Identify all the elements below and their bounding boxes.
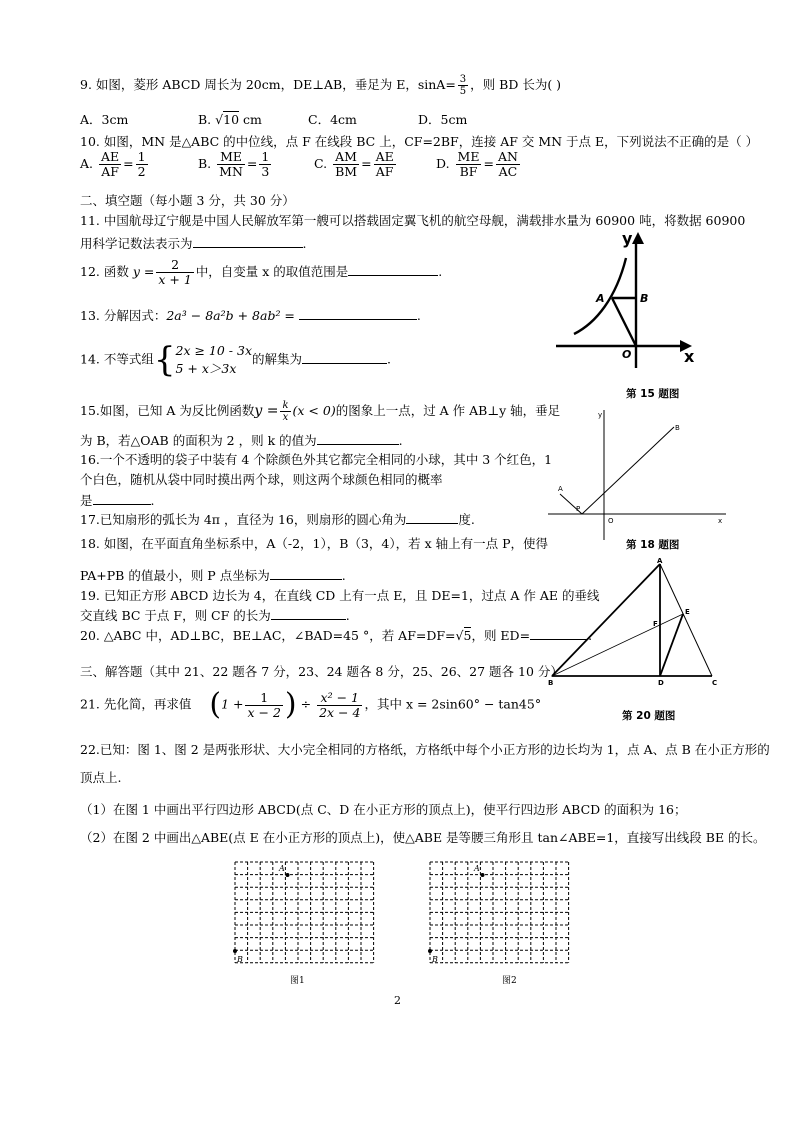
q16-line3: 是 . [80, 493, 155, 508]
segment-ao [612, 298, 636, 346]
fig20-label-e: E [685, 608, 690, 616]
answer-blank[interactable] [193, 235, 303, 248]
q9-sin-fraction: $\frac{3}{5}$ [459, 74, 467, 97]
q11-line1: 11. 中国航母辽宁舰是中国人民解放军第一艘可以搭载固定翼飞机的航空母舰，满载排水量为 60900 吨，将数据 60900 [80, 213, 746, 228]
fig15-label-a: A [596, 292, 605, 305]
grid-figure-1 [233, 856, 381, 968]
q9-option-d: D．5cm [418, 112, 468, 127]
q22-line1: 22.已知：图 1、图 2 是两张形状、大小完全相同的方格纸，方格纸中每个小正方形的边长均为 1，点 A、点 B 在小正方形的 [80, 742, 770, 757]
answer-blank[interactable] [93, 492, 151, 505]
answer-blank[interactable] [348, 263, 438, 276]
grid2-label-a: A [474, 864, 480, 873]
q9-option-a: A．3cm [80, 112, 129, 127]
fig20-label-b: B [548, 679, 554, 687]
q20: 20. △ABC 中，AD⊥BC，BE⊥AC，∠BAD=45 °，若 AF=DF=√5，则 ED= . [80, 628, 593, 643]
figure-18 [548, 405, 728, 545]
segment-pb [582, 427, 674, 514]
fig20-label-a: A [657, 557, 663, 565]
page-number: 2 [394, 994, 401, 1007]
figure-20 [548, 558, 728, 688]
fig18-label-y: y [598, 411, 603, 419]
fig15-label-o: O [622, 348, 632, 361]
grid1-caption: 图1 [290, 976, 305, 986]
grid2-label-b: B [432, 955, 438, 964]
fig15-label-b: B [640, 292, 649, 305]
fig15-caption: 第 15 题图 [626, 388, 680, 400]
answer-blank[interactable] [317, 432, 399, 445]
fig15-label-x: x [684, 347, 695, 366]
q15-line2: 为 B，若△OAB 的面积为 2 ，则 k 的值为 . [80, 433, 403, 448]
fig20-label-d: D [658, 679, 664, 687]
grid1-label-b: B [237, 955, 243, 964]
point-a [481, 873, 485, 877]
fig20-label-c: C [712, 679, 718, 687]
q14: 14. 不等式组{ 2x ≥ 10 - 3x 5 + x＞3x 的解集为 . [80, 340, 392, 380]
fig18-label-o: O [608, 517, 614, 525]
fig18-label-x: x [718, 517, 723, 525]
fig15-label-y: y [622, 229, 633, 248]
q19-line2: 交直线 BC 于点 F，则 CF 的长为 . [80, 608, 350, 623]
q11-line2: 用科学记数法表示为 . [80, 236, 307, 251]
q15-line1: 15.如图，已知 A 为反比例函数y = $\frac{k}{x}$ (x < 0)的图象上一点，过 A 作 AB⊥y 轴，垂足 [80, 400, 561, 423]
q16-line2: 个白色，随机从袋中同时摸出两个球，则这两个球颜色相同的概率 [80, 472, 443, 487]
figure-15 [556, 228, 696, 378]
fig18-label-a: A [558, 485, 563, 493]
q18-line1: 18. 如图，在平面直角坐标系中，A（-2，1），B（3，4），若 x 轴上有一点 P，使得 [80, 536, 548, 551]
q10-option-a: A. $\frac{AE}{AF}$ = $\frac{1}{2}$ [80, 149, 146, 179]
side-ba [552, 564, 660, 676]
answer-blank[interactable] [406, 511, 458, 524]
fig20-caption: 第 20 题图 [622, 710, 676, 722]
fig20-label-f: F [653, 620, 658, 628]
q22-part2: （2）在图 2 中画出△ABE(点 E 在小正方形的顶点上)，使△ABE 是等腰三角形且 tan∠ABE=1，直接写出线段 BE 的长。 [80, 830, 766, 845]
q10-option-c: C. $\frac{AM}{BM}$ = $\frac{AE}{AF}$ [314, 149, 394, 179]
side-ac [660, 564, 712, 676]
grid1-label-a: A [279, 864, 285, 873]
grid-figure-2 [428, 856, 576, 968]
point-b [233, 949, 237, 953]
fig18-caption: 第 18 题图 [626, 539, 680, 551]
q21: 21. 先化简，再求值 (1 + $\frac{1}{x - 2}$ ) ÷ $\frac{\text{x² − 1}}{2x - 4}$ ，其中 x = 2sin60° − tan45° [80, 687, 542, 722]
answer-blank[interactable] [302, 351, 387, 364]
fig18-label-b: B [675, 424, 680, 432]
q9-stem: 9. 如图，菱形 ABCD 周长为 20cm，DE⊥AB，垂足为 E，sinA= $\frac{3}{5}$ ，则 BD 长为( ) [80, 74, 562, 97]
q17: 17.已知扇形的弧长为 4π ，直径为 16，则扇形的圆心角为 度. [80, 512, 475, 527]
q22-line2: 顶点上. [80, 770, 122, 785]
q18-line2: PA+PB 的值最小，则 P 点坐标为 . [80, 568, 346, 583]
q9-option-b: B. √10 cm [198, 112, 262, 127]
q10-options [80, 150, 640, 190]
q10-option-b: B. $\frac{ME}{MN}$ = $\frac{1}{3}$ [198, 149, 270, 179]
q10-option-d: D. $\frac{ME}{BF}$ = $\frac{AN}{AC}$ [436, 149, 518, 179]
q9-option-c: C．4cm [308, 112, 357, 127]
grid2-caption: 图2 [502, 976, 517, 986]
q16-line1: 16.一个不透明的袋子中装有 4 个除颜色外其它都完全相同的小球，其中 3 个红色，1 [80, 452, 553, 467]
point-a [286, 873, 290, 877]
section-2-heading: 二、填空题（每小题 3 分，共 30 分） [80, 193, 295, 208]
fig18-label-p: P [576, 505, 581, 513]
q13: 13. 分解因式：2a³ − 8a²b + 8ab² = . [80, 308, 421, 323]
answer-blank[interactable] [270, 567, 342, 580]
point-b [428, 949, 432, 953]
answer-blank[interactable] [271, 607, 346, 620]
q12: 12. 函数 y = $\frac{2}{x + 1}$ 中，自变量 x 的取值范围是 . [80, 257, 443, 287]
q10-stem: 10. 如图，MN 是△ABC 的中位线，点 F 在线段 BC 上，CF=2BF，连接 AF 交 MN 于点 E，下列说法不正确的是（ ） [80, 134, 759, 149]
q22-part1: （1）在图 1 中画出平行四边形 ABCD(点 C、D 在小正方形的顶点上)，使平行四边形 ABCD 的面积为 16； [80, 802, 687, 817]
answer-blank[interactable] [299, 307, 417, 320]
q19-line1: 19. 已知正方形 ABCD 边长为 4，在直线 CD 上有一点 E，且 DE=1，过点 A 作 AE 的垂线 [80, 588, 600, 603]
section-3-heading: 三、解答题（其中 21、22 题各 7 分，23、24 题各 8 分，25、26、27 题各 10 分） [80, 664, 563, 679]
